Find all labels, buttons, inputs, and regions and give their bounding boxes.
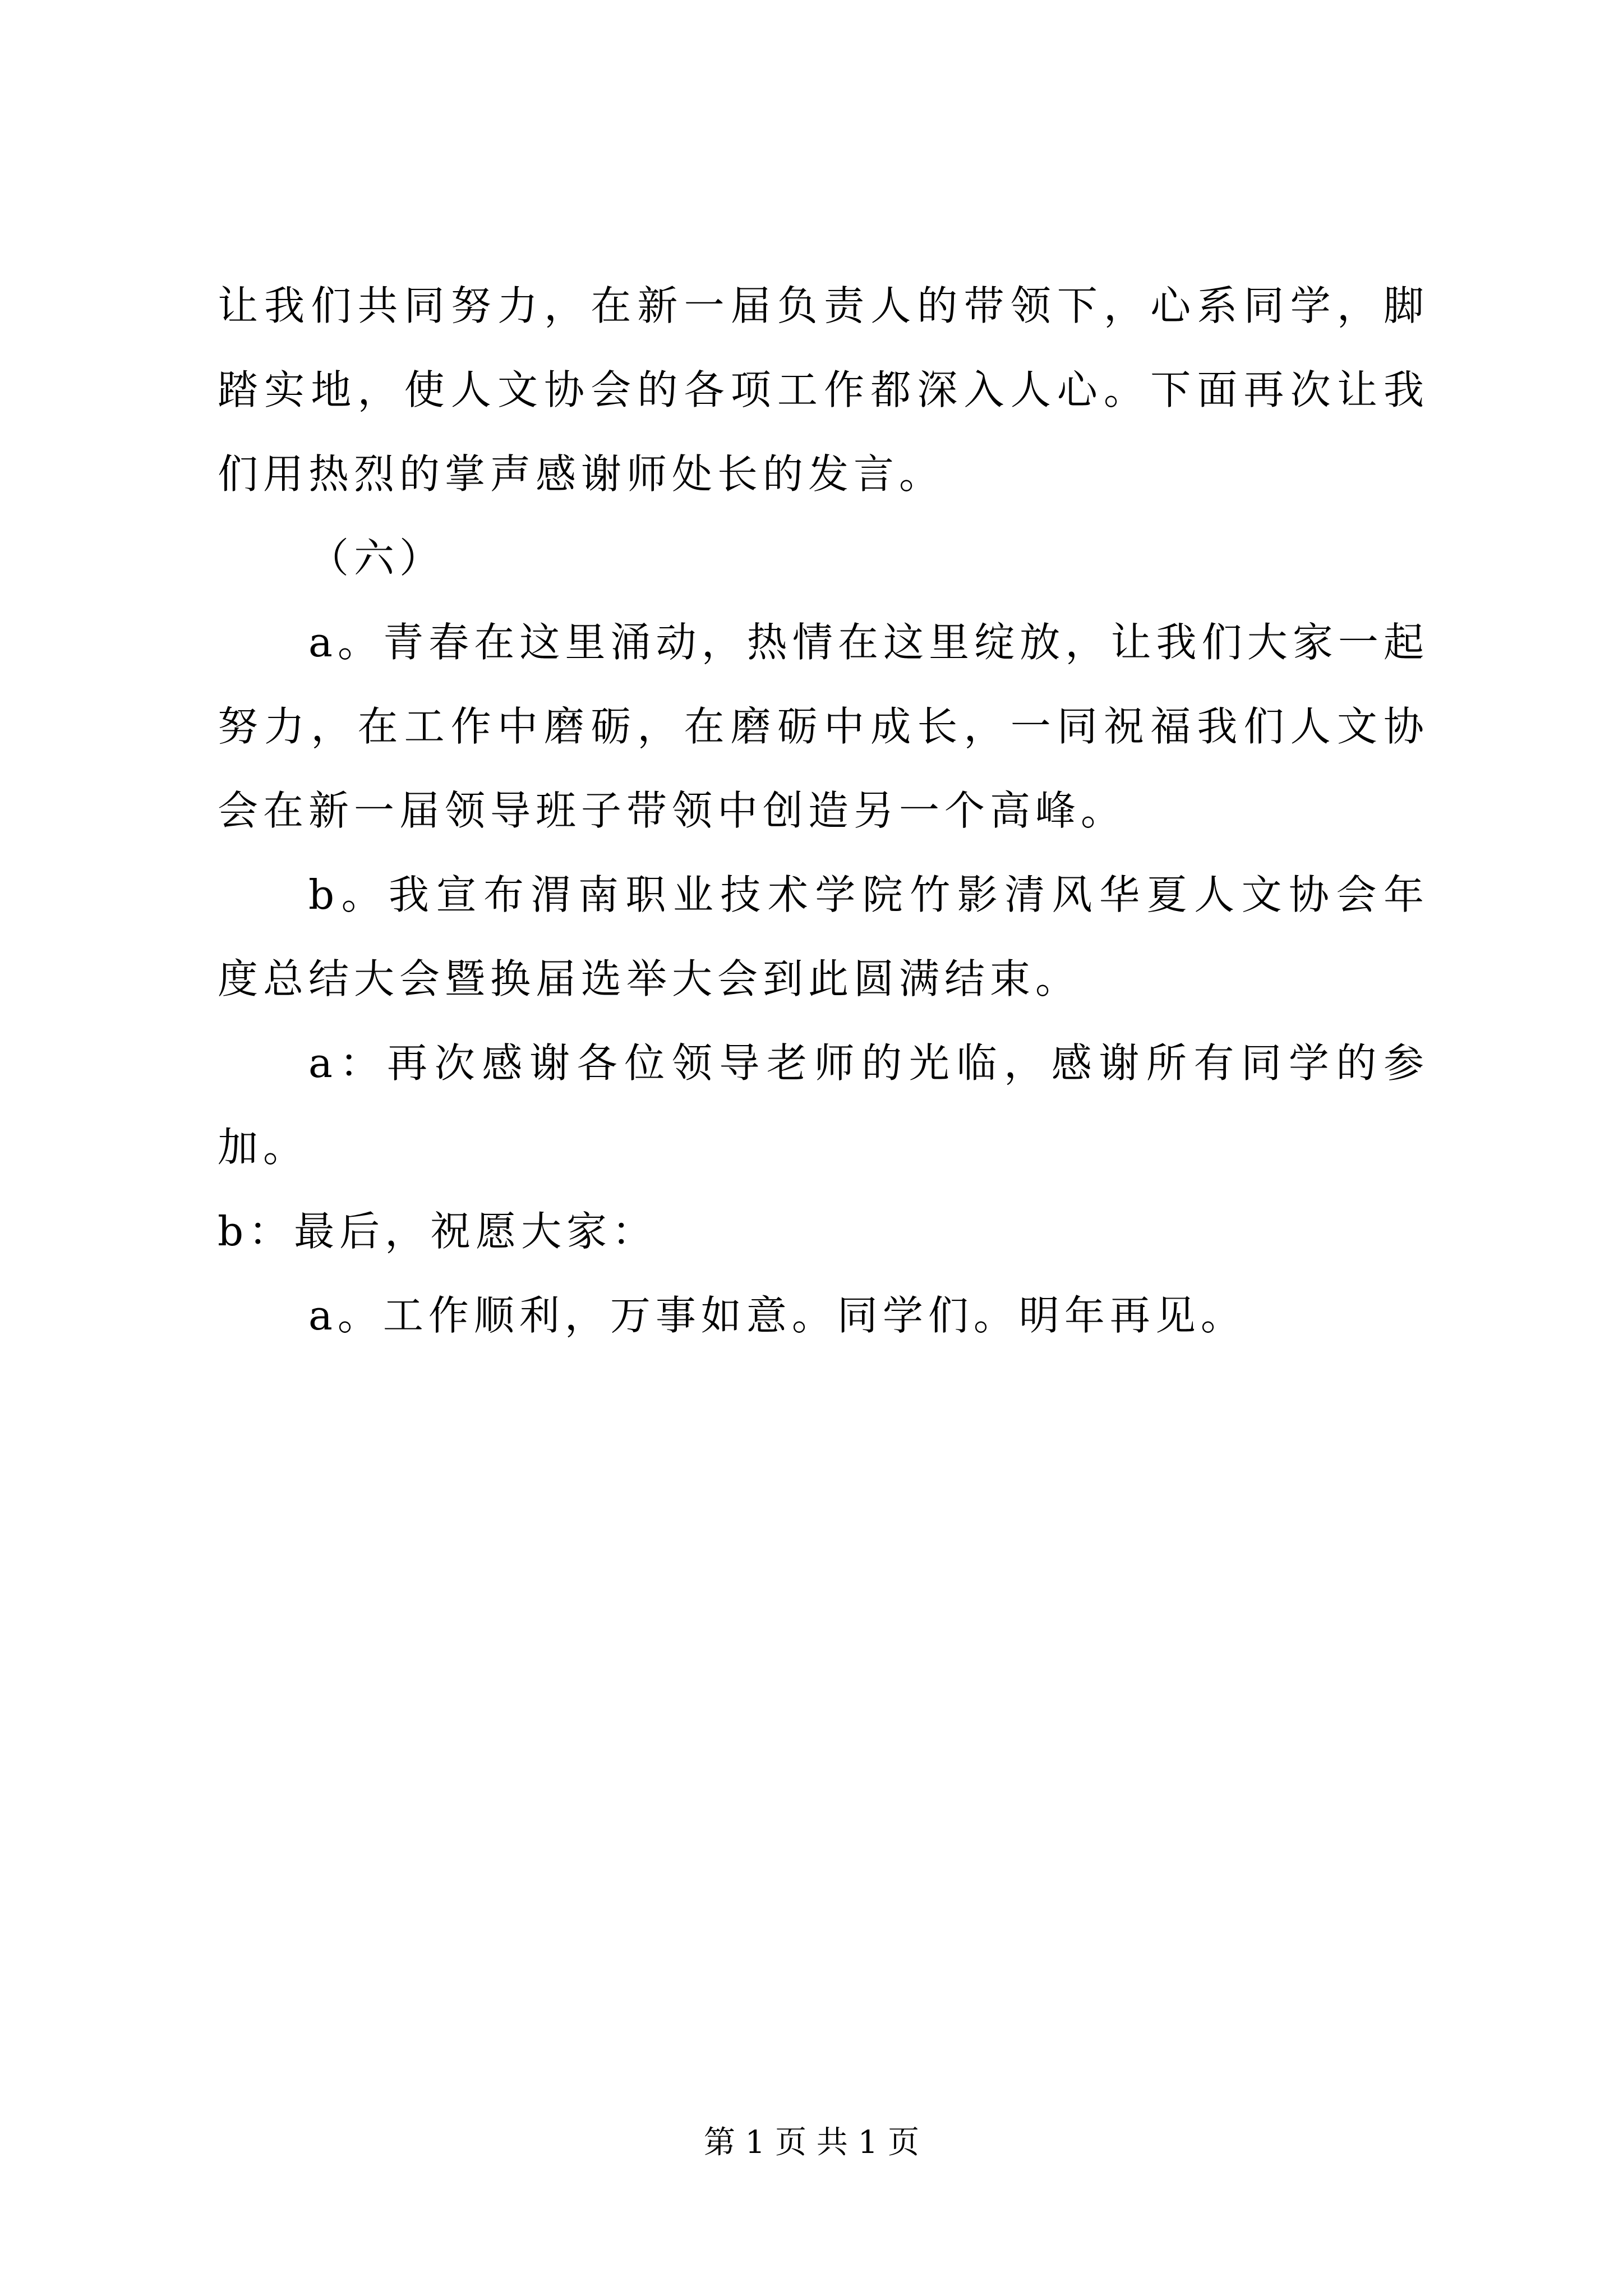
document-body [218, 264, 1429, 1358]
paragraph-closing-thanks: 让我们共同努力，在新一届负责人的带领下，心系同学，脚踏实地，使人文协会的各项工作都深入人心。下面再次让我们用热烈的掌声感谢师处长的发言。 [218, 282, 1429, 498]
paragraph-b-wishes: b：最后，祝愿大家： [218, 1208, 658, 1255]
page-number-footer: 第 1 页 共 1 页 [703, 2124, 920, 2161]
paragraph-a-youth: a。青春在这里涌动，热情在这里绽放，让我们大家一起努力，在工作中磨砺，在磨砺中成长，一同祝福我们人文协会在新一届领导班子带领中创造另一个高峰。 [218, 619, 1429, 834]
paragraph-a-farewell: a。工作顺利，万事如意。同学们。明年再见。 [308, 1292, 1246, 1339]
section-heading-six: （六） [308, 535, 445, 582]
paragraph-a-thanks: a：再次感谢各位领导老师的光临，感谢所有同学的参加。 [218, 1039, 1429, 1171]
paragraph-b-announcement: b。我宣布渭南职业技术学院竹影清风华夏人文协会年度总结大会暨换届选举大会到此圆满结束。 [218, 871, 1429, 1002]
